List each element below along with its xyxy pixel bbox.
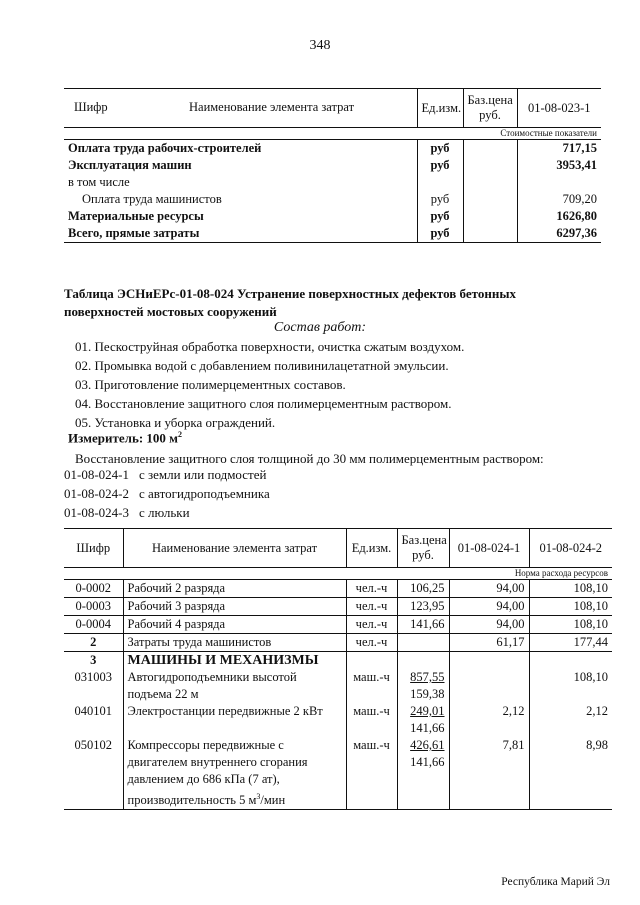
col-value1-header: 01-08-024-1 [449, 529, 529, 568]
col-unit-header: Ед.изм. [417, 89, 463, 128]
list-item: 01-08-024-3 с люльки [64, 505, 190, 520]
col-code-header: Шифр [74, 100, 108, 114]
page-footer: Республика Марий Эл [501, 876, 610, 888]
table-header [64, 529, 612, 568]
table-row: 040101 Электростанции передвижные 2 кВт маш.-ч 249,01 141,66 2,12 2,12 [64, 703, 612, 737]
cost-summary-table [64, 88, 601, 243]
page-number: 348 [309, 38, 331, 53]
table-row: Материальные ресурсы руб 1626,80 [64, 208, 601, 225]
col-value-header: 01-08-023-1 [517, 89, 601, 128]
subheader-resource-norms: Норма расхода ресурсов [514, 568, 608, 578]
col-price-header: Баз.цена руб. [397, 529, 449, 568]
subheader-cost-indicators: Стоимостные показатели [500, 128, 597, 138]
work-item: 04. Восстановление защитного слоя полимерцементным раствором. [75, 396, 452, 411]
col-name-header: Наименование элемента затрат [189, 100, 355, 114]
table-row: 0-0002 Рабочий 2 разряда чел.-ч 106,25 94,00 108,10 [64, 580, 612, 598]
section-title: Таблица ЭСНиЕРс-01-08-024 Устранение поверхностных дефектов бетонных поверхностей мостовых сооружений [64, 286, 517, 319]
col-code-header: Шифр [76, 540, 111, 555]
work-item: 01. Пескоструйная обработка поверхности, очистка сжатым воздухом. [75, 339, 465, 354]
table-row: 0-0003 Рабочий 3 разряда чел.-ч 123,95 94,00 108,10 [64, 598, 612, 616]
work-item: 05. Установка и уборка ограждений. [75, 415, 276, 430]
table-row: в том числе [64, 174, 601, 191]
table-header [64, 89, 601, 128]
table-row: 2 Затраты труда машинистов чел.-ч 61,17 177,44 [64, 634, 612, 652]
table-row: Оплата труда рабочих-строителей руб 717,15 [64, 140, 601, 158]
table-row: 0-0004 Рабочий 4 разряда чел.-ч 141,66 94,00 108,10 [64, 616, 612, 634]
resource-norms-table [64, 528, 612, 810]
work-item: 03. Приготовление полимерцементных составов. [75, 377, 346, 392]
variant-list [64, 465, 270, 522]
table-row: Оплата труда машинистов руб 709,20 [64, 191, 601, 208]
col-value2-header: 01-08-024-2 [529, 529, 612, 568]
col-price-header: Баз.цена руб. [463, 89, 517, 128]
col-unit-header: Ед.изм. [346, 529, 397, 568]
table-row: 050102 Компрессоры передвижные с двигателем внутреннего сгорания давлением до 686 кПа (7 ат), производительность 5 $м^3$/мин маш.-ч 426,61 141,66 7,81 8,98 [64, 737, 612, 810]
meter-label: Измеритель: 100 $м^2$ [68, 430, 183, 446]
work-item: 02. Промывка водой с добавлением поливинилацетатной эмульсии. [75, 358, 449, 373]
composition-heading: Состав работ: [273, 320, 367, 335]
table-row: Эксплуатация машин руб 3953,41 [64, 157, 601, 174]
table-row: 3 МАШИНЫ И МЕХАНИЗМЫ [64, 652, 612, 670]
list-item: 01-08-024-2 с автогидроподъемника [64, 486, 270, 501]
list-item: 01-08-024-1 с земли или подмостей [64, 467, 267, 482]
work-description: Восстановление защитного слоя толщиной до 30 мм полимерцементным раствором: [75, 451, 544, 466]
table-row: 031003 Автогидроподъемники высотой подъема 22 м маш.-ч 857,55 159,38 108,10 [64, 669, 612, 703]
table-row: Всего, прямые затраты руб 6297,36 [64, 225, 601, 243]
col-name-header: Наименование элемента затрат [123, 529, 346, 568]
